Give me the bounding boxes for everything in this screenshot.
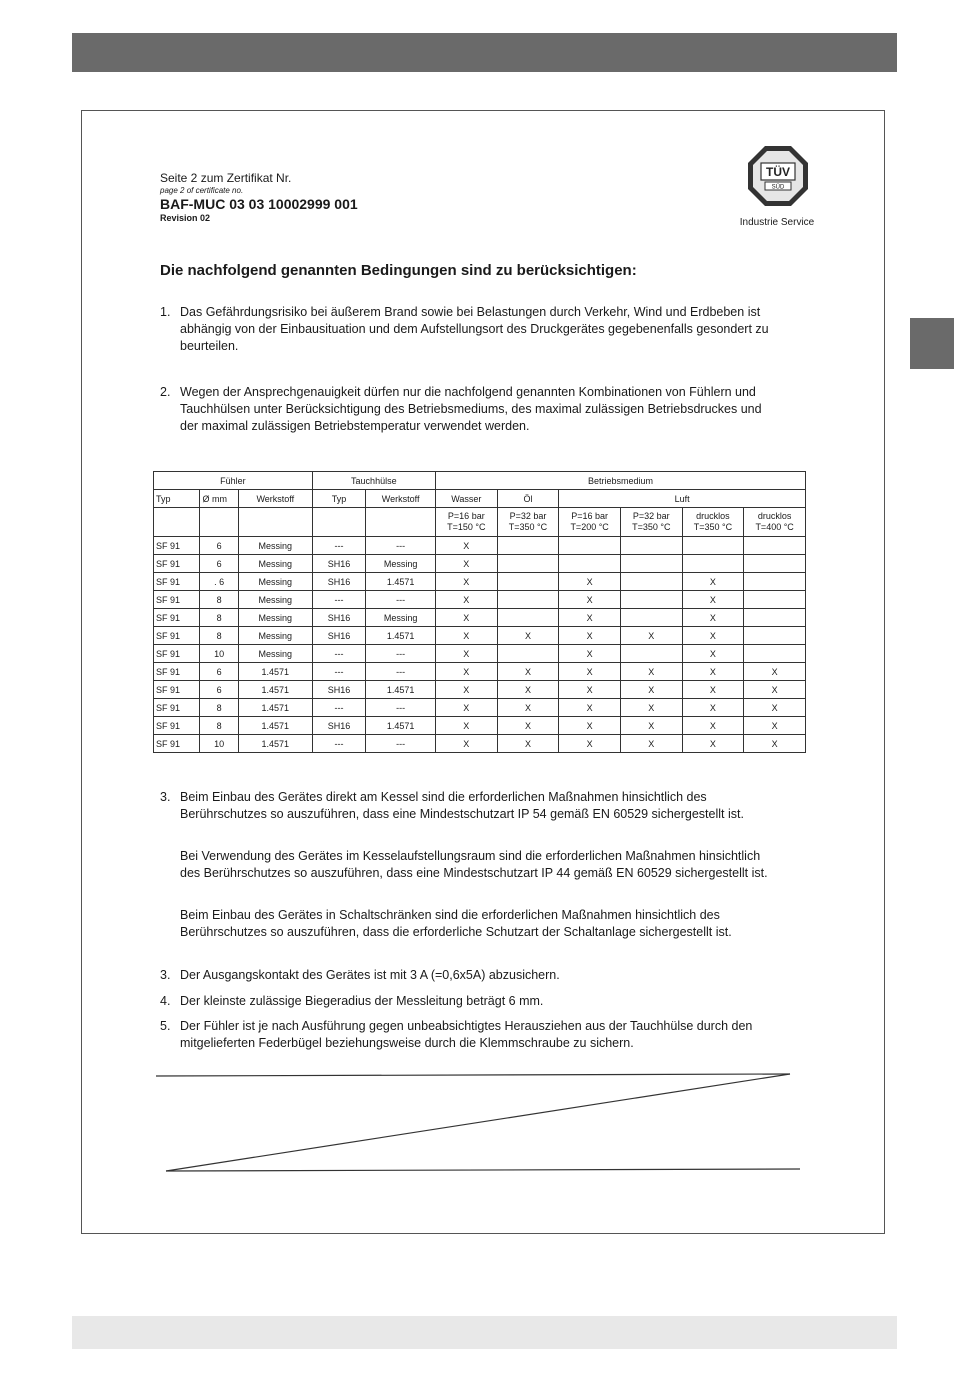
table-cell: SF 91 [154, 555, 200, 573]
condition-item-3c: Beim Einbau des Gerätes in Schaltschränken sind die erforderlichen Maßnahmen hinsichtlich des Berührschutzes so auszuführen, dass die erforderliche Schutzart der Schaltanlage sichergestellt ist. [180, 908, 732, 939]
table-cell: --- [366, 591, 436, 609]
table-cell: X [435, 609, 497, 627]
table-cell: X [559, 645, 621, 663]
table-cell: 8 [200, 699, 238, 717]
table-condition-row: P=16 bar T=150 °C P=32 bar T=350 °C P=16 bar T=200 °C P=32 bar T=350 °C drucklos T=350 °C drucklos T=400 °C [154, 508, 806, 537]
table-cell: Messing [366, 555, 436, 573]
table-cell: SH16 [312, 681, 366, 699]
table-cell: SH16 [312, 717, 366, 735]
table-cell: 1.4571 [238, 663, 312, 681]
table-column-header-row: Typ Ø mm Werkstoff Typ Werkstoff Wasser Öl Luft [154, 490, 806, 508]
revision-label: Revision 02 [160, 213, 211, 223]
table-cell: --- [366, 699, 436, 717]
table-cell: X [497, 663, 559, 681]
certificate-number: BAF-MUC 03 03 10002999 001 [160, 196, 358, 212]
condition-item-1: 1. Das Gefährdungsrisiko bei äußerem Brand sowie bei Belastungen durch Verkehr, Wind und Erdbeben ist abhängig von der Einbausituation und dem Aufstellungsort des Druckgerätes gegebenenfalls gesondert zu beurteilen. [160, 305, 769, 353]
table-cell: SF 91 [154, 537, 200, 555]
table-cell: Messing [238, 573, 312, 591]
table-cell: X [435, 627, 497, 645]
table-cell: X [744, 735, 806, 753]
table-cell: X [682, 573, 744, 591]
condition-item-3d: 3. Der Ausgangskontakt des Gerätes ist mit 3 A (=0,6x5A) abzusichern. [160, 968, 560, 982]
table-cell: Messing [238, 627, 312, 645]
table-cell: --- [312, 699, 366, 717]
table-cell: Messing [238, 645, 312, 663]
table-cell: X [435, 645, 497, 663]
table-cell: X [497, 735, 559, 753]
table-cell: X [435, 717, 497, 735]
table-cell: SH16 [312, 573, 366, 591]
table-cell: X [497, 627, 559, 645]
table-cell: 8 [200, 591, 238, 609]
table-cell: X [620, 681, 682, 699]
table-cell: 10 [200, 735, 238, 753]
table-cell: 8 [200, 627, 238, 645]
table-cell: X [559, 681, 621, 699]
table-cell: SF 91 [154, 609, 200, 627]
condition-item-3b: Bei Verwendung des Gerätes im Kesselaufstellungsraum sind die erforderlichen Maßnahmen hinsichtlich des Berührschutzes so auszuführen, dass eine Mindestschutzart IP 44 gemäß EN 60529 sichergestellt ist. [180, 849, 768, 880]
table-cell: SF 91 [154, 627, 200, 645]
page-label-de: Seite 2 zum Zertifikat Nr. [160, 171, 292, 185]
table-cell: 1.4571 [366, 717, 436, 735]
table-cell: 1.4571 [238, 735, 312, 753]
table-cell: --- [312, 735, 366, 753]
table-cell: X [435, 681, 497, 699]
table-cell: X [682, 717, 744, 735]
table-cell: --- [312, 537, 366, 555]
table-cell: 1.4571 [366, 681, 436, 699]
table-cell: 6 [200, 555, 238, 573]
table-cell: SF 91 [154, 717, 200, 735]
certificate-page [81, 110, 885, 1234]
table-cell: 1.4571 [238, 681, 312, 699]
table-cell: Messing [238, 591, 312, 609]
table-cell: 8 [200, 609, 238, 627]
table-cell: SF 91 [154, 699, 200, 717]
table-cell: --- [366, 735, 436, 753]
table-cell: SF 91 [154, 735, 200, 753]
table-cell: X [435, 555, 497, 573]
table-cell: X [435, 699, 497, 717]
table-cell: --- [366, 537, 436, 555]
table-cell: --- [366, 663, 436, 681]
table-cell: --- [312, 663, 366, 681]
strike-out-lines [82, 111, 884, 1233]
table-cell: X [620, 627, 682, 645]
table-cell: X [682, 699, 744, 717]
table-cell: X [682, 735, 744, 753]
table-cell: X [497, 717, 559, 735]
table-cell: X [559, 699, 621, 717]
table-cell: X [682, 627, 744, 645]
conditions-heading: Die nachfolgend genannten Bedingungen sind zu berücksichtigen: [160, 262, 637, 279]
table-cell: 6 [200, 663, 238, 681]
table-cell: X [497, 681, 559, 699]
table-cell: X [682, 591, 744, 609]
table-cell: X [435, 735, 497, 753]
table-cell: X [497, 699, 559, 717]
table-cell: SF 91 [154, 663, 200, 681]
table-cell: X [744, 663, 806, 681]
tuv-logo-subtext: SÜD [771, 184, 785, 191]
table-cell: X [620, 735, 682, 753]
table-cell: 10 [200, 645, 238, 663]
table-group-header-row: Fühler Tauchhülse Betriebsmedium [154, 472, 806, 490]
table-cell: SF 91 [154, 591, 200, 609]
table-cell: X [559, 627, 621, 645]
page-label-en: page 2 of certificate no. [160, 186, 244, 195]
table-cell: SH16 [312, 555, 366, 573]
logo-caption: Industrie Service [739, 217, 815, 228]
table-cell: X [559, 591, 621, 609]
table-cell: X [559, 663, 621, 681]
table-cell: X [435, 573, 497, 591]
table-cell: X [559, 609, 621, 627]
table-cell: X [620, 717, 682, 735]
table-cell: X [559, 717, 621, 735]
footer-bar [72, 1316, 897, 1349]
table-cell: Messing [366, 609, 436, 627]
condition-item-4: 4. Der kleinste zulässige Biegeradius der Messleitung beträgt 6 mm. [160, 994, 544, 1008]
table-cell: SF 91 [154, 645, 200, 663]
table-cell: SH16 [312, 609, 366, 627]
table-cell: X [559, 573, 621, 591]
table-cell: X [435, 537, 497, 555]
table-cell: X [620, 699, 682, 717]
table-cell: SF 91 [154, 681, 200, 699]
condition-item-2: 2. Wegen der Ansprechgenauigkeit dürfen nur die nachfolgend genannten Kombinationen von Fühlern und Tauchhülsen unter Berücksichtigung des Betriebsmediums, des maximal zulässigen Betriebsdruckes und der maximal zulässigen Betriebstemperatur verwendet werden. [160, 385, 762, 433]
condition-item-3: 3. Beim Einbau des Gerätes direkt am Kessel sind die erforderlichen Maßnahmen hinsichtlich des Berührschutzes so auszuführen, dass eine Mindestschutzart IP 54 gemäß EN 60529 sichergestellt ist. [160, 790, 744, 821]
table-cell: Messing [238, 555, 312, 573]
chapter-tab [910, 318, 954, 369]
table-cell: 1.4571 [366, 627, 436, 645]
condition-item-5: 5. Der Fühler ist je nach Ausführung gegen unbeabsichtigtes Herausziehen aus der Tauchhülse durch den mitgelieferten Federbügel beziehungsweise durch die Klemmschraube zu sichern. [160, 1019, 753, 1050]
tuv-logo-text: TÜV [766, 165, 790, 179]
table-cell: --- [312, 645, 366, 663]
table-cell: 8 [200, 717, 238, 735]
table-cell: SF 91 [154, 573, 200, 591]
table-cell: Messing [238, 537, 312, 555]
table-cell: X [559, 735, 621, 753]
table-cell: . 6 [200, 573, 238, 591]
table-cell: 1.4571 [238, 699, 312, 717]
table-cell: 1.4571 [366, 573, 436, 591]
table-cell: X [682, 609, 744, 627]
table-cell: X [744, 699, 806, 717]
table-cell: X [682, 663, 744, 681]
header-bar [72, 33, 897, 72]
table-cell: X [435, 591, 497, 609]
table-cell: Messing [238, 609, 312, 627]
table-cell: X [744, 681, 806, 699]
table-cell: X [682, 645, 744, 663]
table-cell: X [682, 681, 744, 699]
table-cell: SH16 [312, 627, 366, 645]
table-cell: --- [312, 591, 366, 609]
table-cell: 6 [200, 537, 238, 555]
table-cell: X [744, 717, 806, 735]
table-cell: --- [366, 645, 436, 663]
table-cell: X [620, 663, 682, 681]
table-cell: X [435, 663, 497, 681]
table-cell: 6 [200, 681, 238, 699]
table-cell: 1.4571 [238, 717, 312, 735]
